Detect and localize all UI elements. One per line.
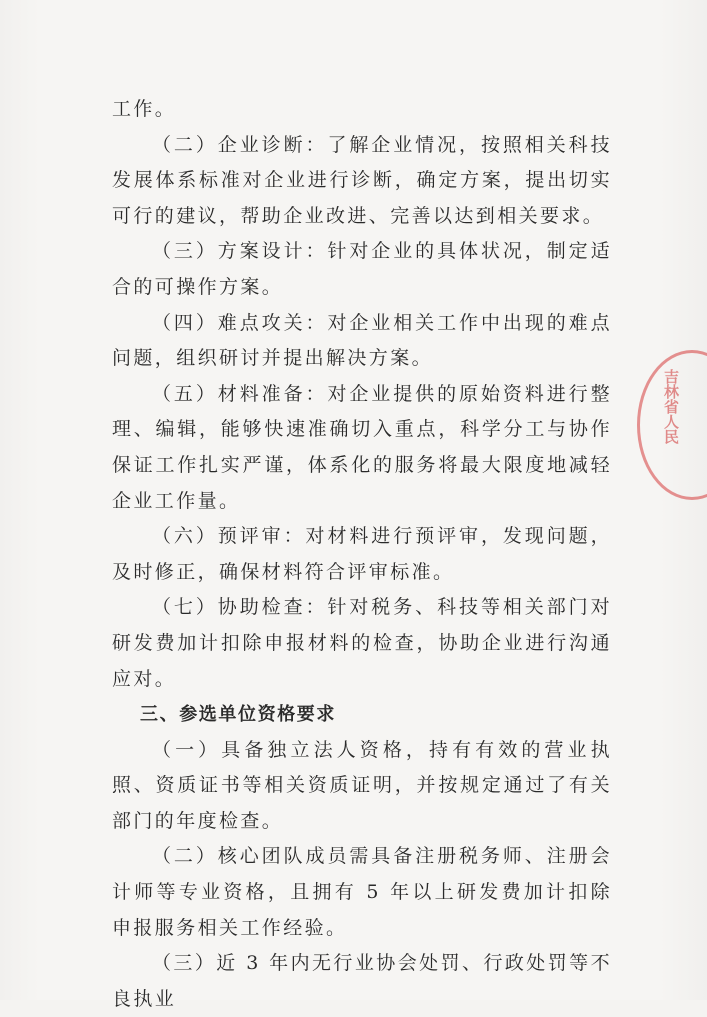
paragraph-item-5: （五）材料准备：对企业提供的原始资料进行整理、编辑，能够快速准确切入重点，科学分工与协作保证工作扎实严谨，体系化的服务将最大限度地减轻企业工作量。: [112, 382, 612, 512]
paragraph-item-2: （二）企业诊断：了解企业情况，按照相关科技发展体系标准对企业进行诊断，确定方案，提出切实可行的建议，帮助企业改进、完善以达到相关要求。: [112, 133, 612, 227]
paragraph-item-4: （四）难点攻关：对企业相关工作中出现的难点问题，组织研讨并提出解决方案。: [112, 311, 612, 370]
paragraph-requirement-3: （三）近 3 年内无行业协会处罚、行政处罚等不良执业: [112, 952, 612, 1010]
paragraph-requirement-1: （一）具备独立法人资格，持有有效的营业执照、资质证书等相关资质证明，并按规定通过了有关部门的年度检查。: [112, 738, 612, 832]
document-body: [112, 92, 612, 1017]
section-heading: 三、参选单位资格要求: [140, 704, 336, 726]
official-seal-stamp: [637, 350, 707, 500]
paragraph-continuation: 工作。: [112, 98, 177, 120]
seal-text: 吉林省人民: [662, 369, 680, 444]
paragraph-requirement-2: （二）核心团队成员需具备注册税务师、注册会计师等专业资格，且拥有 5 年以上研发费加计扣除申报服务相关工作经验。: [112, 845, 612, 939]
paragraph-item-6: （六）预评审：对材料进行预评审，发现问题，及时修正，确保材料符合评审标准。: [112, 525, 612, 583]
paragraph-item-7: （七）协助检查：针对税务、科技等相关部门对研发费加计扣除申报材料的检查，协助企业进行沟通应对。: [112, 596, 612, 690]
paragraph-item-3: （三）方案设计：针对企业的具体状况，制定适合的可操作方案。: [112, 240, 612, 298]
